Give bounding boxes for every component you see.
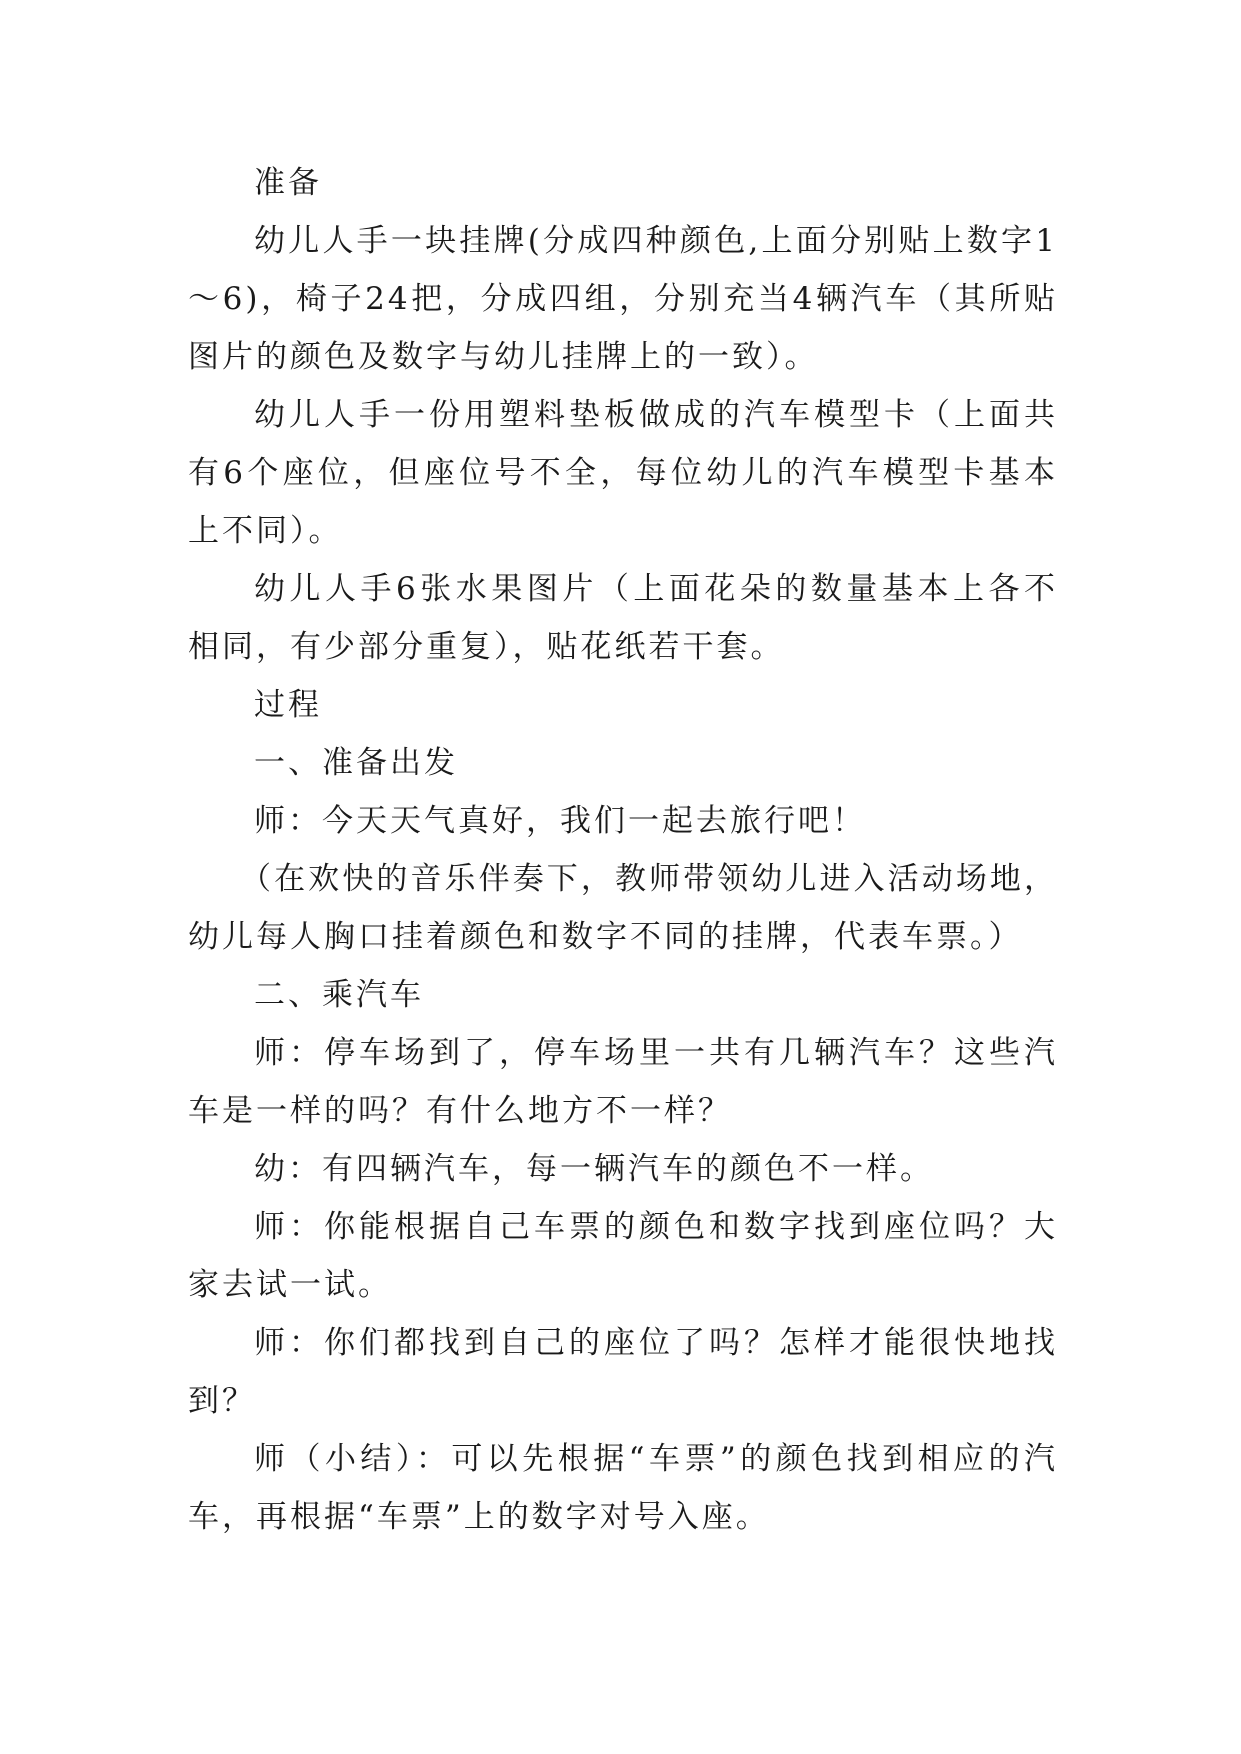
paragraph-materials-cards: 幼儿人手一份用塑料垫板做成的汽车模型卡（上面共有6个座位，但座位号不全，每位幼儿的汽车模型卡基本上不同）。 bbox=[188, 397, 1058, 549]
dialogue-teacher-2: 师：停车场到了，停车场里一共有几辆汽车？这些汽车是一样的吗？有什么地方不一样？ bbox=[188, 1035, 1058, 1129]
step-heading-bus: 二、乘汽车 bbox=[254, 977, 424, 1013]
section-heading-preparation: 准备 bbox=[254, 165, 322, 201]
dialogue-teacher-1: 师：今天天气真好，我们一起去旅行吧！ bbox=[254, 803, 866, 839]
section-heading-process: 过程 bbox=[254, 687, 322, 723]
dialogue-teacher-summary: 师（小结）：可以先根据“车票”的颜色找到相应的汽车，再根据“车票”上的数字对号入座。 bbox=[188, 1441, 1058, 1535]
paragraph-materials-badges: 幼儿人手一块挂牌(分成四种颜色,上面分别贴上数字1～6)，椅子24把，分成四组，分别充当4辆汽车（其所贴图片的颜色及数字与幼儿挂牌上的一致）。 bbox=[188, 223, 1058, 375]
step-heading-depart: 一、准备出发 bbox=[254, 745, 458, 781]
stage-direction: （在欢快的音乐伴奏下，教师带领幼儿进入活动场地，幼儿每人胸口挂着颜色和数字不同的挂牌，代表车票。） bbox=[188, 861, 1058, 955]
paragraph-materials-pictures: 幼儿人手6张水果图片（上面花朵的数量基本上各不相同，有少部分重复），贴花纸若干套。 bbox=[188, 571, 1058, 665]
document-body bbox=[188, 154, 1058, 1546]
dialogue-teacher-4: 师：你们都找到自己的座位了吗？怎样才能很快地找到？ bbox=[188, 1325, 1058, 1419]
dialogue-child-1: 幼：有四辆汽车，每一辆汽车的颜色不一样。 bbox=[254, 1151, 934, 1187]
dialogue-teacher-3: 师：你能根据自己车票的颜色和数字找到座位吗？大家去试一试。 bbox=[188, 1209, 1058, 1303]
